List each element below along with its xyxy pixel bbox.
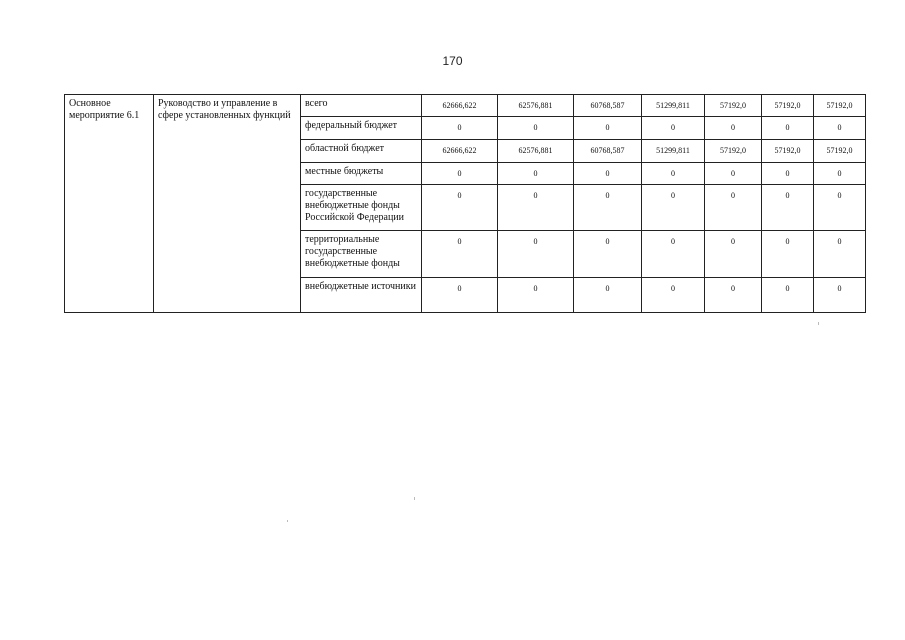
value-cell: 0: [498, 231, 574, 278]
value-cell: 0: [574, 117, 642, 140]
value-cell: 0: [422, 185, 498, 231]
value-cell: 0: [705, 163, 762, 185]
value-cell: 51299,811: [642, 95, 705, 117]
value-cell: 0: [705, 185, 762, 231]
value-cell: 0: [422, 278, 498, 313]
value-cell: 0: [498, 278, 574, 313]
funding-source-cell: государственные внебюджетные фонды Российской Федерации: [301, 185, 422, 231]
value-cell: 57192,0: [762, 95, 814, 117]
value-cell: 0: [814, 185, 866, 231]
value-cell: 0: [642, 117, 705, 140]
value-cell: 62576,881: [498, 140, 574, 163]
value-cell: 0: [762, 117, 814, 140]
funding-source-cell: территориальные государственные внебюджетные фонды: [301, 231, 422, 278]
funding-source-cell: областной бюджет: [301, 140, 422, 163]
value-cell: 0: [498, 117, 574, 140]
value-cell: 0: [574, 163, 642, 185]
value-cell: 0: [498, 163, 574, 185]
value-cell: 62666,622: [422, 140, 498, 163]
scan-mark: [287, 520, 288, 522]
value-cell: 0: [574, 185, 642, 231]
value-cell: 0: [422, 231, 498, 278]
value-cell: 0: [762, 163, 814, 185]
value-cell: 0: [762, 278, 814, 313]
value-cell: 0: [814, 117, 866, 140]
value-cell: 0: [814, 231, 866, 278]
value-cell: 0: [762, 185, 814, 231]
value-cell: 0: [762, 231, 814, 278]
value-cell: 0: [574, 278, 642, 313]
value-cell: 62576,881: [498, 95, 574, 117]
value-cell: 62666,622: [422, 95, 498, 117]
value-cell: 57192,0: [762, 140, 814, 163]
value-cell: 0: [574, 231, 642, 278]
funding-source-cell: внебюджетные источники: [301, 278, 422, 313]
value-cell: 57192,0: [705, 95, 762, 117]
page-number: 170: [442, 54, 463, 68]
value-cell: 51299,811: [642, 140, 705, 163]
value-cell: 0: [422, 163, 498, 185]
value-cell: 57192,0: [705, 140, 762, 163]
value-cell: 57192,0: [814, 95, 866, 117]
budget-table: [64, 94, 866, 313]
value-cell: 60768,587: [574, 140, 642, 163]
value-cell: 57192,0: [814, 140, 866, 163]
value-cell: 0: [705, 117, 762, 140]
value-cell: 0: [814, 278, 866, 313]
value-cell: 60768,587: [574, 95, 642, 117]
activity-name-cell: Руководство и управление в сфере установленных функций: [154, 95, 301, 313]
activity-code-cell: Основное мероприятие 6.1: [65, 95, 154, 313]
scan-mark: [818, 322, 819, 325]
funding-source-cell: местные бюджеты: [301, 163, 422, 185]
funding-source-cell: всего: [301, 95, 422, 117]
value-cell: 0: [642, 185, 705, 231]
scan-mark: [414, 497, 415, 500]
value-cell: 0: [422, 117, 498, 140]
value-cell: 0: [642, 231, 705, 278]
value-cell: 0: [498, 185, 574, 231]
table-row: [65, 95, 866, 117]
value-cell: 0: [814, 163, 866, 185]
funding-source-cell: федеральный бюджет: [301, 117, 422, 140]
value-cell: 0: [705, 278, 762, 313]
value-cell: 0: [642, 163, 705, 185]
value-cell: 0: [642, 278, 705, 313]
value-cell: 0: [705, 231, 762, 278]
